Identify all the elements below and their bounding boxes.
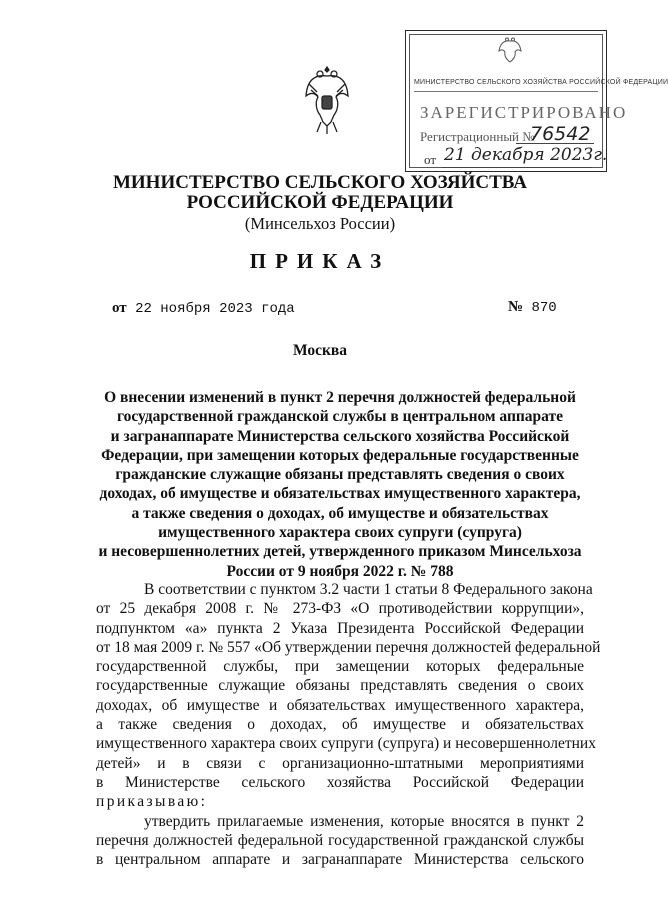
title-line: гражданские служащие обязаны представлять сведения о своих [115,466,565,484]
stamp-date-prefix: от [424,152,437,167]
order-directive: приказываю: [96,793,208,811]
document-type: ПРИКАЗ [249,249,391,273]
body-line: государственные служащие обязаны представлять сведения о своих [96,677,584,695]
order-title [96,388,584,581]
title-line: государственной гражданской службы в центральном аппарате [116,408,564,426]
order-number-label: № [508,299,524,315]
title-line: Федерации, при замещении которых федеральные государственные [101,446,579,464]
body-line: утвердить прилагаемые изменения, которые вносятся в пункт 2 [144,812,584,830]
registration-stamp [405,30,668,172]
title-line: имущественного характера своих супруги (супруга) [158,524,522,542]
title-line: а также сведения о доходах, об имуществе и обязательствах [131,504,549,522]
ministry-short-name: (Минсельхоз России) [244,214,396,233]
body-line: перечня должностей федеральной государственной гражданской службы [96,831,584,849]
stamp-reg-number: 76542 [530,123,591,145]
stamp-date-value: 21 декабря 2023г. [444,145,608,165]
title-line: О внесении изменений в пункт 2 перечня должностей федеральной [104,389,576,406]
ministry-title-line1: МИНИСТЕРСТВО СЕЛЬСКОГО ХОЗЯЙСТВА [112,172,528,193]
stamp-emblem-icon [498,37,522,63]
title-line: и несовершеннолетних детей, утвержденного приказом Минсельхоза [98,543,582,561]
stamp-registered-text: ЗАРЕГИСТРИРОВАНО [420,103,628,122]
stamp-reg-label: Регистрационный № [420,129,535,144]
order-body [96,580,601,869]
body-line: от 25 декабря 2008 г. № 273-ФЗ «О противодействии коррупции», [96,600,584,618]
body-line: в центральном аппарате и загранаппарате Министерства сельского [96,851,584,869]
order-date-prefix: от [112,300,127,316]
body-line: а также сведения о доходах, об имуществе и обязательствах [96,716,584,734]
stamp-divider [414,91,598,92]
order-city: Москва [292,342,348,359]
body-line: имущественного характера своих супруги (супруга) и несовершеннолетних [96,735,596,753]
ministry-title-line2: РОССИЙСКОЙ ФЕДЕРАЦИИ [186,192,454,213]
order-date [112,300,295,317]
body-line: государственной службы, при замещении которых федеральные [96,658,584,676]
body-line: от 18 мая 2009 г. № 557 «Об утверждении перечня должностей федеральной [96,638,601,656]
body-line: В соответствии с пунктом 3.2 части 1 статьи 8 Федерального закона [144,581,593,598]
body-line: подпунктом «а» пункта 2 Указа Президента Российской Федерации [96,619,584,637]
order-number-value: 870 [523,300,557,316]
stamp-reg-underline [516,143,594,144]
stamp-ministry-text: МИНИСТЕРСТВО СЕЛЬСКОГО ХОЗЯЙСТВА РОССИЙСКОЙ ФЕДЕРАЦИИ [414,79,668,86]
coat-of-arms-icon [303,66,351,136]
order-number [508,299,557,316]
title-line: России от 9 ноября 2022 г. № 788 [226,562,454,580]
title-line: доходах, об имуществе и обязательствах имущественного характера, [99,485,581,503]
body-line: детей» и в связи с организационно-штатными мероприятиями [96,754,584,772]
stamp-date-underline [442,167,592,168]
body-line: доходах, об имуществе и обязательствах имущественного характера, [96,696,584,714]
title-line: и загранаппарате Министерства сельского хозяйства Российской [110,427,570,445]
body-line: в Министерстве сельского хозяйства Российской Федерации [96,773,584,791]
order-date-value: 22 ноября 2023 года [126,301,295,317]
